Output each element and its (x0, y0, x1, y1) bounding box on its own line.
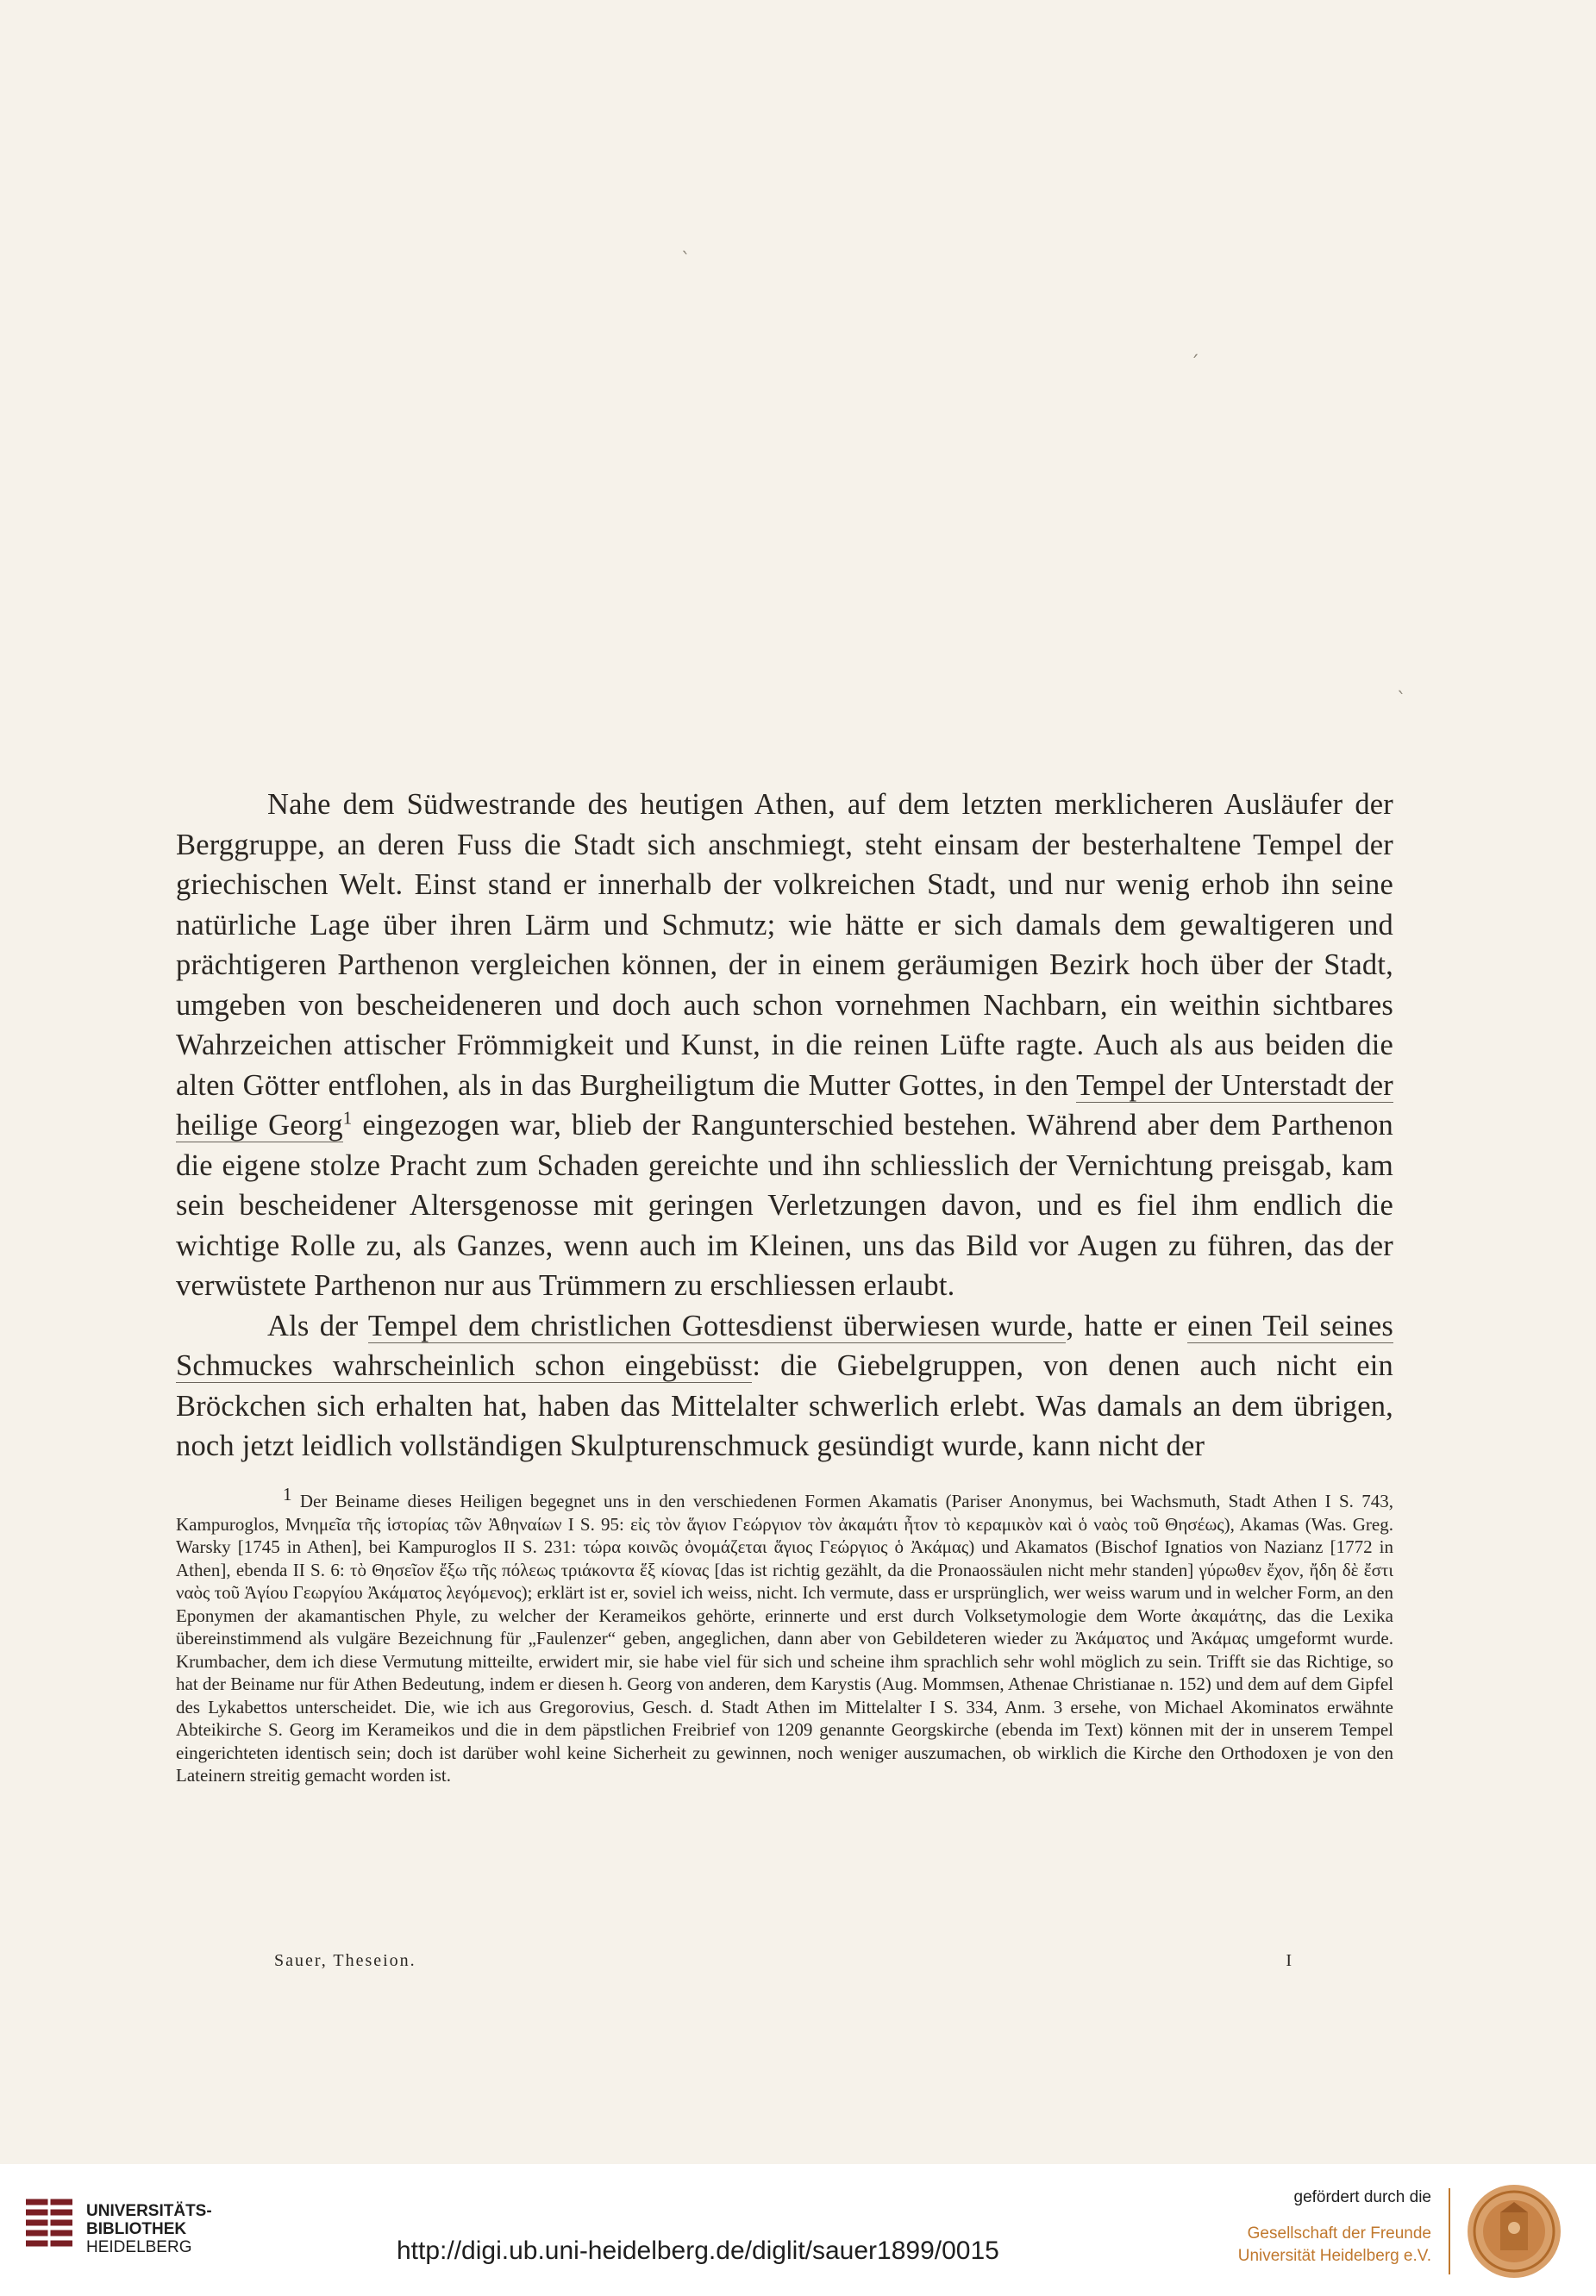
footnote-text: Der Beiname dieses Heiligen begegnet uns in den verschiedenen Formen Akamatis (Pariser Anonymus, bei Wachsmuth, Stadt Athen I S. 743, Kampuroglos, Μνημεῖα τῆς ἱστορίας τῶν Ἀθηναίων I S. 95: εἰς τὸν ἅγιον Γεώργιον τὸν ἀκαμάτι ἦτον τὸ κεραμικὸν καὶ ὁ ναὸς τοῦ Θησέως), Akamas (Was. Greg. Warsky [1745 in Athen], bei Kampuroglos II S. 231: τώρα κοινῶς ὀνομάζεται ἅγιος Γεώργιος ὁ Ἀκάμας) und Akamatos (Bischof Ignatios von Nazianz [1772 in Athen], ebenda II S. 6: τὸ Θησεῖον ἔξω τῆς πόλεως τριάκοντα ἕξ κίονας [das ist richtig gezählt, da die Pronaossäulen nicht mehr standen] γύρωθεν ἔχον, ἤδη δὲ ἔστι ναὸς τοῦ Ἁγίου Γεωργίου Ἀκάματος λεγόμενος); erklärt ist er, soviel ich weiss, nicht. Ich vermute, dass er ursprünglich, wer weiss warum und in welcher Form, an den Eponymen der akamantischen Phyle, zu welcher der Kerameikos gehörte, erinnerte und erst durch Volksetymologie dem Worte ἀκαμάτης, das die Lexika übereinstimmend als vulgäre Bezeichnung für „Faulenzer“ geben, angeglichen, dann aber von Gebildeteren wieder zu Ἀκάματος und Ἀκάμας umgeformt wurde. Krumbacher, dem ich diese Vermutung mitteilte, erwidert mir, sie habe viel für sich und scheine ihm sprachlich sehr wohl möglich zu sein. Trifft sie das Richtige, so hat der Beiname nur für Athen Bedeutung, indem er diesen h. Georg von anderen, dem Karystis (Aug. Mommsen, Athenae Christianae n. 152) und dem auf dem Gipfel des Lykabettos unterscheidet. Die, wie ich aus Gregorovius, Gesch. d. Stadt Athen im Mittelalter I S. 334, Anm. 3 ersehe, von Michael Akominatos erwähnte Abteikirche S. Georg im Kerameikos und die in dem päpstlichen Freibrief von 1209 genannte Georgskirche (ebenda im Text) können mit der in unserem Tempel eingerichteten identisch sein; doch ist darüber wohl keine Sicherheit zu gewinnen, noch weniger auszumachen, ob wirklich die Kirche den Orthodoxen je von den Lateinern streitig gemacht worden ist. (176, 1491, 1394, 1786)
library-name: UNIVERSITÄTS- BIBLIOTHEK HEIDELBERG (86, 2202, 212, 2256)
digitization-banner (0, 2164, 1596, 2296)
banner-divider (1449, 2188, 1450, 2274)
permalink-url[interactable]: http://digi.ub.uni-heidelberg.de/diglit/sauer1899/0015 (397, 2237, 999, 2265)
underlined-phrase: einen Teil seines Schmuckes wahrscheinlich schon eingebüsst (176, 1309, 1393, 1382)
page-footer (274, 1951, 1292, 1971)
paragraph-2: Als der Tempel dem christlichen Gottesdienst überwiesen wurde, hatte er einen Teil seines Schmuckes wahrscheinlich schon eingebüsst: die Giebelgruppen, von denen auch nicht ein Bröckchen sich erhalten hat, haben das Mittelalter schwerlich erlebt. Was damals an dem übrigen, noch jetzt leidlich vollständigen Skulpturenschmuck gesündigt wurde, kann nicht der (176, 1309, 1393, 1462)
paragraph-1: Nahe dem Südwestrande des heutigen Athen, auf dem letzten merklicheren Ausläufer der Berggruppe, an deren Fuss die Stadt sich anschmiegt, steht einsam der besterhaltene Tempel der griechischen Welt. Einst stand er innerhalb der volkreichen Stadt, und nur wenig erhob ihn seine natürliche Lage über ihren Lärm und Schmutz; wie hätte er sich damals dem gewaltigeren und prächtigeren Parthenon vergleichen können, der in einem geräumigen Bezirk hoch über der Stadt, umgeben von bescheideneren und doch auch schon vornehmen Nachbarn, ein weithin sichtbares Wahrzeichen attischer Frömmigkeit und Kunst, in die reinen Lüfte ragte. Auch als aus beiden die alten Götter entflohen, als in das Burgheiligtum die Mutter Gottes, in den Tempel der Unterstadt der heilige Georg$^1$ eingezogen war, blieb der Rangunterschied bestehen. Während aber dem Parthenon die eigene stolze Pracht zum Schaden gereichte und ihn schliesslich der Vernichtung preisgab, kam sein bescheidener Altersgenosse mit geringen Verletzungen davon, und es fiel ihm endlich die wichtige Rolle zu, als Ganzes, wenn auch im Kleinen, uns das Bild vor Augen zu führen, das der verwüstete Parthenon nur aus Trümmern zu erschliessen erlaubt. (176, 788, 1393, 1302)
scan-speck: ˊ (1190, 353, 1199, 375)
scan-speck: ˋ (681, 250, 691, 272)
running-footer-author: Sauer, Theseion. (274, 1951, 416, 1970)
footnote-section (176, 1484, 1394, 1787)
sheet-number: I (1286, 1951, 1292, 1970)
underlined-phrase: Tempel dem christlichen Gottesdienst überwiesen wurde (367, 1309, 1067, 1342)
sponsor-credit: gefördert durch die Gesellschaft der Freunde Universität Heidelberg e.V. (1224, 2187, 1431, 2268)
main-text (176, 785, 1393, 1467)
footnote-1 (176, 1484, 1394, 1787)
underlined-phrase: Tempel der Unterstadt der heilige Georg (176, 1068, 1393, 1142)
footnote-reference[interactable]: 1 (342, 1107, 353, 1129)
footnote-marker: 1 (283, 1484, 292, 1505)
scan-speck: ˋ (1397, 690, 1406, 711)
sponsor-name[interactable]: Gesellschaft der Freunde Universität Heidelberg e.V. (1237, 2224, 1431, 2265)
university-seal-icon[interactable] (1466, 2183, 1562, 2280)
library-logo-icon[interactable] (22, 2193, 76, 2254)
